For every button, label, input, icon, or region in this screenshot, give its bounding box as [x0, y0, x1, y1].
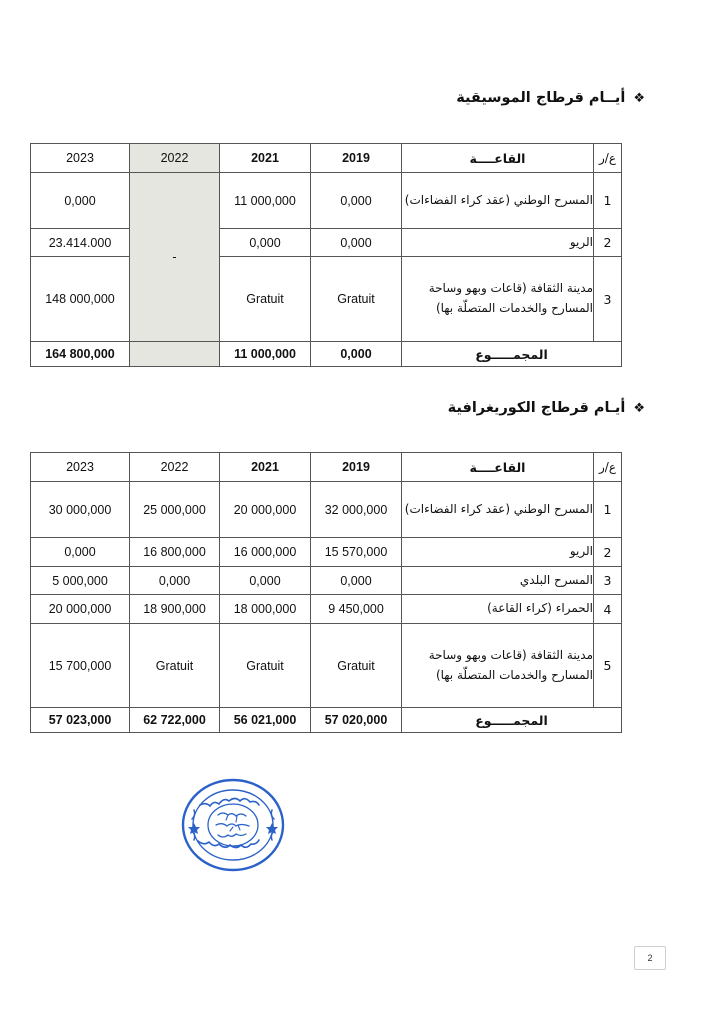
- cell-2022: 0,000: [130, 567, 220, 595]
- header-2022: 2022: [130, 144, 220, 173]
- cell-hall: الحمراء (كراء القاعة): [402, 595, 594, 624]
- cell-index: 3: [594, 567, 622, 595]
- cell-index: 1: [594, 173, 622, 229]
- table-row: [31, 567, 622, 595]
- cell-2023: 20 000,000: [31, 595, 130, 624]
- table-header-row: [31, 453, 622, 482]
- table-row: [31, 595, 622, 624]
- table-row: [31, 173, 622, 229]
- official-stamp-icon: [178, 775, 288, 875]
- cell-index: 5: [594, 624, 622, 708]
- diamond-bullet-icon: ❖: [633, 400, 645, 416]
- header-2021: 2021: [220, 144, 311, 173]
- choreographic-days-table: [30, 452, 622, 733]
- section-title: أيـام قرطاج الكوريغرافية: [447, 400, 626, 416]
- total-2019: 57 020,000: [311, 708, 402, 733]
- table-row: [31, 482, 622, 538]
- cell-2023: 0,000: [31, 538, 130, 567]
- cell-2019: 15 570,000: [311, 538, 402, 567]
- table-row: [31, 624, 622, 708]
- cell-2019: 9 450,000: [311, 595, 402, 624]
- cell-hall: الريو: [402, 538, 594, 567]
- music-days-table: [30, 143, 622, 367]
- cell-2019: Gratuit: [311, 257, 402, 342]
- total-2023: 57 023,000: [31, 708, 130, 733]
- cell-2021: Gratuit: [220, 624, 311, 708]
- cell-2021: 0,000: [220, 229, 311, 257]
- cell-2021: 20 000,000: [220, 482, 311, 538]
- cell-2023: 15 700,000: [31, 624, 130, 708]
- cell-hall: المسرح الوطني (عقد كراء الفضاءات): [402, 173, 594, 229]
- section-heading-music-days: [456, 90, 645, 106]
- total-2019: 0,000: [311, 342, 402, 367]
- cell-index: 4: [594, 595, 622, 624]
- header-index: ع/ر: [594, 453, 622, 482]
- cell-2021: 0,000: [220, 567, 311, 595]
- total-row: [31, 708, 622, 733]
- total-2022: [130, 342, 220, 367]
- cell-2022-merged: -: [130, 173, 220, 342]
- total-row: [31, 342, 622, 367]
- total-2021: 56 021,000: [220, 708, 311, 733]
- header-2021: 2021: [220, 453, 311, 482]
- cell-2021: 16 000,000: [220, 538, 311, 567]
- cell-2022: 25 000,000: [130, 482, 220, 538]
- cell-hall: المسرح الوطني (عقد كراء الفضاءات): [402, 482, 594, 538]
- header-index: ع/ر: [594, 144, 622, 173]
- diamond-bullet-icon: ❖: [633, 90, 645, 106]
- cell-hall: المسرح البلدي: [402, 567, 594, 595]
- cell-2022: 16 800,000: [130, 538, 220, 567]
- cell-hall: الريو: [402, 229, 594, 257]
- header-2022: 2022: [130, 453, 220, 482]
- cell-2023: 23.414.000: [31, 229, 130, 257]
- cell-2019: 0,000: [311, 173, 402, 229]
- cell-2021: 11 000,000: [220, 173, 311, 229]
- total-2021: 11 000,000: [220, 342, 311, 367]
- cell-index: 1: [594, 482, 622, 538]
- table-row: [31, 229, 622, 257]
- page-number: 2: [634, 946, 666, 970]
- cell-2021: Gratuit: [220, 257, 311, 342]
- cell-2019: 0,000: [311, 567, 402, 595]
- cell-2022: 18 900,000: [130, 595, 220, 624]
- section-heading-choreographic-days: [448, 400, 645, 416]
- header-2023: 2023: [31, 144, 130, 173]
- cell-2019: Gratuit: [311, 624, 402, 708]
- total-2022: 62 722,000: [130, 708, 220, 733]
- cell-index: 2: [594, 538, 622, 567]
- cell-2023: 0,000: [31, 173, 130, 229]
- cell-2019: 0,000: [311, 229, 402, 257]
- header-2019: 2019: [311, 144, 402, 173]
- cell-2023: 148 000,000: [31, 257, 130, 342]
- cell-hall: مدينة الثقافة (قاعات وبهو وساحة المسارح والخدمات المتصلّة بها): [402, 257, 594, 342]
- cell-index: 2: [594, 229, 622, 257]
- cell-2023: 5 000,000: [31, 567, 130, 595]
- table-row: [31, 538, 622, 567]
- header-hall: القاعــــة: [402, 144, 594, 173]
- cell-index: 3: [594, 257, 622, 342]
- total-label: المجمـــــوع: [402, 708, 622, 733]
- table-header-row: [31, 144, 622, 173]
- cell-2021: 18 000,000: [220, 595, 311, 624]
- cell-2023: 30 000,000: [31, 482, 130, 538]
- header-2019: 2019: [311, 453, 402, 482]
- table-row: [31, 257, 622, 342]
- header-2023: 2023: [31, 453, 130, 482]
- total-label: المجمـــــوع: [402, 342, 622, 367]
- cell-2022: Gratuit: [130, 624, 220, 708]
- section-title: أيــام قرطاج الموسيقية: [456, 90, 626, 106]
- header-hall: القاعــــة: [402, 453, 594, 482]
- cell-2019: 32 000,000: [311, 482, 402, 538]
- cell-hall: مدينة الثقافة (قاعات وبهو وساحة المسارح والخدمات المتصلّة بها): [402, 624, 594, 708]
- total-2023: 164 800,000: [31, 342, 130, 367]
